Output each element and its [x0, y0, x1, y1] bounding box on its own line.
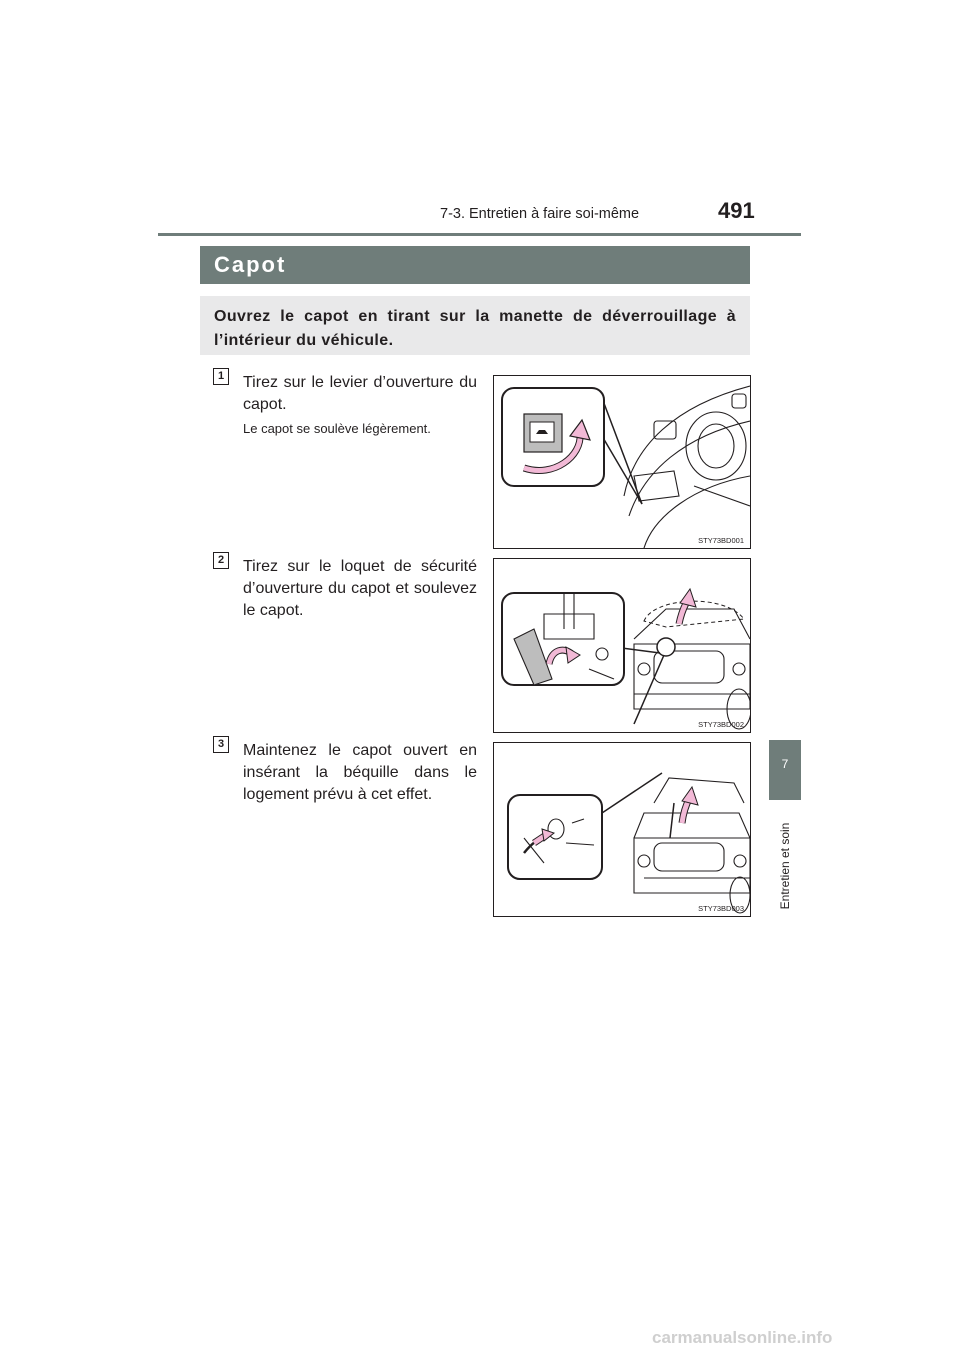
footer-watermark: carmanualsonline.info: [652, 1328, 833, 1347]
figure-code-3: STY73BD003: [698, 904, 744, 913]
step-3-text: Maintenez le capot ouvert en insérant la béquille dans le logement prévu à cet effet.: [243, 742, 477, 803]
figure-hood-support-rod: [493, 742, 751, 917]
open-hood-illustration: [494, 743, 750, 916]
page-title: Capot: [214, 252, 287, 277]
chapter-label-container: [772, 816, 798, 916]
dashboard-illustration: [494, 376, 750, 548]
figure-hood-safety-catch: [493, 558, 751, 733]
figure-code-1: STY73BD001: [698, 536, 744, 545]
figure-code-2: STY73BD002: [698, 720, 744, 729]
title-bar: [200, 246, 750, 284]
header-section-title: 7-3. Entretien à faire soi-même: [440, 206, 640, 222]
figure-hood-release-lever: [493, 375, 751, 549]
intro-text: Ouvrez le capot en tirant sur la manette de déverrouillage à l’intérieur du véhicule.: [214, 308, 736, 349]
step-number-1: 1: [213, 368, 229, 385]
truck-front-illustration: [494, 559, 750, 732]
step-1-text: Tirez sur le levier d’ouverture du capot.: [243, 374, 477, 413]
intro-box: [200, 296, 750, 355]
header-rule: [158, 233, 801, 236]
step-2-text: Tirez sur le loquet de sécurité d’ouverture du capot et soulevez le capot.: [243, 558, 477, 619]
step-number-3: 3: [213, 736, 229, 753]
step-number-2: 2: [213, 552, 229, 569]
chapter-tab: [769, 740, 801, 800]
chapter-label: Entretien et soin: [778, 822, 792, 910]
page-number: 491: [718, 198, 755, 223]
chapter-number: 7: [781, 757, 789, 771]
step-1-note: Le capot se soulève légèrement.: [243, 421, 431, 436]
